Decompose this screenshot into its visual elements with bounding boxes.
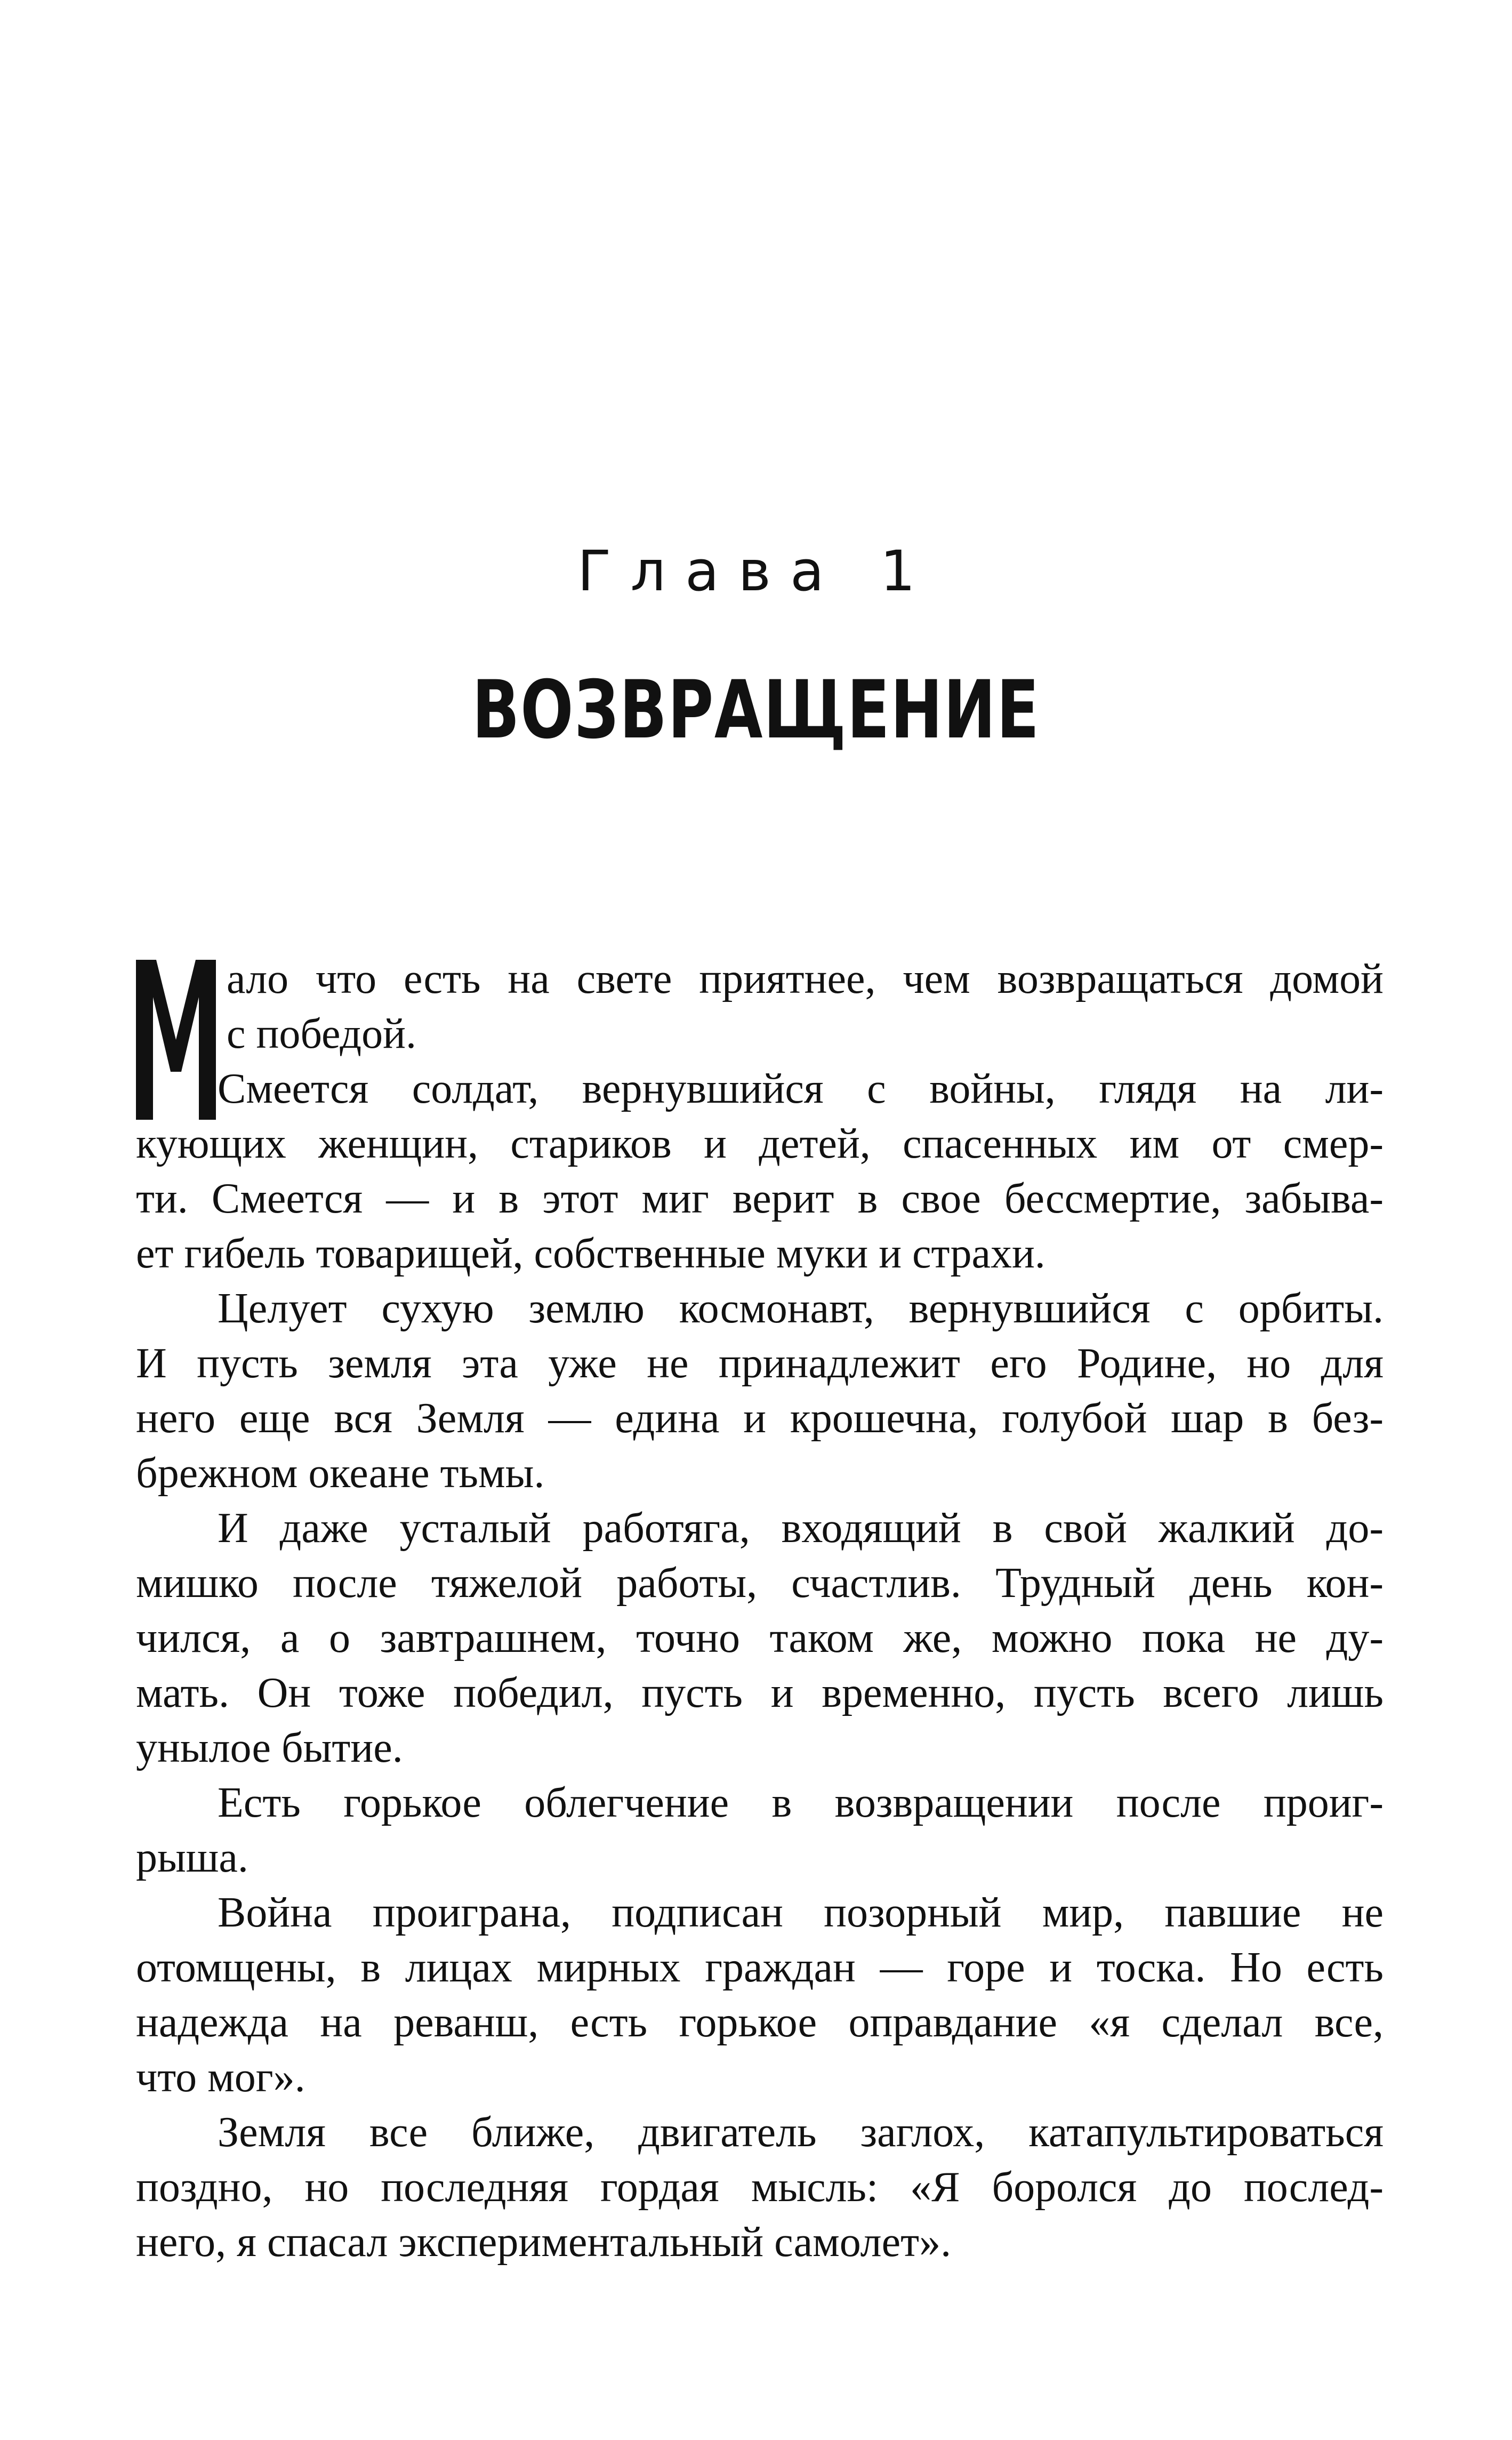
body-text: [136, 952, 1384, 2270]
text-line: надежда на реванш, есть горькое оправдание «я сделал все,: [136, 1999, 1384, 2046]
text-line: И даже усталый работяга, входящий в свой жалкий до-: [218, 1505, 1384, 1552]
text-line: Смеется солдат, вернувшийся с войны, глядя на ли-: [218, 1065, 1384, 1112]
text-line: что мог».: [136, 2054, 305, 2101]
text-line: И пусть земля эта уже не принадлежит его Родине, но для: [136, 1340, 1384, 1387]
text-line: Земля все ближе, двигатель заглох, катапультироваться: [218, 2109, 1384, 2156]
text-line: чился, а о завтрашнем, точно таком же, можно пока не ду-: [136, 1615, 1384, 1662]
text-line: ет гибель товарищей, собственные муки и страхи.: [136, 1230, 1045, 1277]
text-line: Целует сухую землю космонавт, вернувшийся с орбиты.: [218, 1285, 1384, 1332]
text-line: брежном океане тьмы.: [136, 1450, 545, 1497]
text-line: с победой.: [227, 1010, 416, 1057]
chapter-title: ВОЗВРАЩЕНИЕ: [472, 664, 1040, 757]
text-line: унылое бытие.: [136, 1724, 403, 1771]
text-line: него еще вся Земля — едина и крошечна, голубой шар в без-: [136, 1395, 1384, 1442]
text-line: него, я спасал экспериментальный самолет».: [136, 2219, 952, 2266]
text-line: отомщены, в лицах мирных граждан — горе и тоска. Но есть: [136, 1944, 1384, 1991]
text-line: кующих женщин, стариков и детей, спасенных им от смер-: [136, 1120, 1384, 1167]
text-line: Война проиграна, подписан позорный мир, павшие не: [218, 1889, 1384, 1936]
text-line: ти. Смеется — и в этот миг верит в свое бессмертие, забыва-: [136, 1175, 1384, 1222]
text-line: рыша.: [136, 1834, 248, 1881]
text-line: мишко после тяжелой работы, счастлив. Трудный день кон-: [136, 1560, 1384, 1607]
chapter-number: Глава 1: [577, 539, 935, 604]
text-line: мать. Он тоже победил, пусть и временно, пусть всего лишь: [136, 1670, 1384, 1716]
text-line: ало что есть на свете приятнее, чем возвращаться домой: [227, 956, 1384, 1002]
text-line: поздно, но последняя гордая мысль: «Я боролся до послед-: [136, 2164, 1384, 2211]
text-line: Есть горькое облегчение в возвращении после проиг-: [218, 1779, 1384, 1826]
